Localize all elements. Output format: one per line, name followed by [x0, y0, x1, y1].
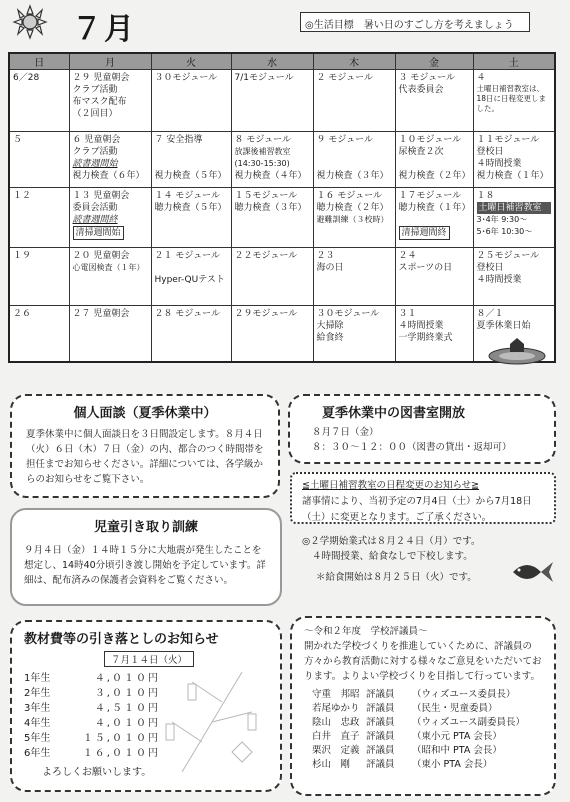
calendar-day-cell	[231, 248, 313, 306]
calendar-event: 委員会活動	[72, 203, 118, 213]
calendar-event: １６ モジュール	[316, 191, 383, 201]
fee-grade: 1年生	[24, 673, 51, 684]
calendar-event: ３０モジュール	[154, 73, 218, 83]
calendar-event: クラブ活動	[72, 85, 118, 95]
calendar-event	[399, 158, 470, 170]
fee-grade: 5年生	[24, 733, 51, 744]
calendar-event: ２１ モジュール	[154, 251, 221, 261]
calendar-day-cell	[395, 70, 473, 132]
pickup-body: ９月４日（金）１４時１５分に大地震が発生したことを想定し、14時40分頃引き渡し開始を予定しています。詳細は、配布済みの保護者会資料をご覧ください。	[24, 545, 266, 586]
calendar-event: 聴力検査（１年）	[398, 203, 471, 213]
library-date: ８月７日（金）	[312, 427, 379, 438]
term2-line2: ４時間授業、給食なしで下校します。	[312, 551, 473, 562]
library-title: 夏季休業中の図書室開放	[322, 406, 466, 421]
saturday-body: 諸事情により、当初予定の7月4日（土）から7月18日（土）に変更となります。ご了承ください。	[302, 496, 532, 523]
school-evaluators-notice	[290, 616, 556, 796]
calendar-day-cell	[231, 188, 313, 248]
calendar-event: 視力検査（５年）	[154, 171, 227, 181]
calendar-event: 避難訓練（３校時）	[316, 215, 389, 224]
calendar-event: ４時間授業	[398, 321, 444, 331]
calendar-event: １４ モジュール	[154, 191, 221, 201]
life-goal: ◎生活目標 暑い日のすごし方を考えましょう	[300, 12, 530, 32]
calendar-day-cell	[313, 306, 395, 362]
fees-title: 教材費等の引き落としのお知らせ	[24, 632, 219, 647]
evaluator-list	[312, 688, 554, 772]
calendar-event: ３１	[398, 309, 417, 319]
calendar-event: (14:30-15:30)	[234, 159, 290, 168]
fee-amount: ３,０１０円	[94, 688, 160, 699]
calendar-day-cell	[395, 306, 473, 362]
evaluator-role: 評議員	[366, 717, 395, 728]
calendar-event: 6／28	[13, 73, 40, 83]
calendar-event: 給食終	[316, 333, 344, 343]
calendar-week	[9, 188, 555, 248]
calendar-event: ２５モジュール	[476, 251, 540, 261]
fee-grade: 6年生	[24, 748, 51, 759]
evaluator-name: 守重 邦昭	[312, 689, 360, 700]
calendar-event: ２９モジュール	[234, 309, 298, 319]
monthly-calendar	[8, 52, 556, 363]
calendar-event: 5･6年 10:30～	[476, 227, 533, 236]
evaluator-name: 陰山 忠政	[312, 717, 360, 728]
calendar-event: 視力検査（３年）	[316, 171, 389, 181]
term2-line1: ◎２学期始業式は８月２４日（月）です。	[302, 536, 481, 547]
calendar-event: ６ 児童朝会	[72, 135, 121, 145]
calendar-day-cell	[313, 70, 395, 132]
calendar-event	[317, 146, 392, 158]
calendar-event: １７モジュール	[398, 191, 462, 201]
evaluator-note: （ウィズユース副委員長）	[412, 717, 525, 728]
sunflower-icon	[8, 2, 54, 42]
saturday-heading: ≦土曜日補習教室の日程変更のお知らせ≧	[302, 480, 480, 491]
calendar-day-cell	[151, 306, 231, 362]
calendar-event: 登校日	[476, 147, 504, 157]
calendar-day-header: 日	[9, 53, 69, 70]
fee-amount: １５,０１０円	[82, 733, 160, 744]
calendar-day-cell	[473, 248, 555, 306]
calendar-event: ２９ 児童朝会	[72, 73, 130, 83]
calendar-week	[9, 306, 555, 362]
calendar-event: 7/1モジュール	[234, 73, 294, 83]
calendar-event: １１モジュール	[476, 135, 540, 145]
calendar-event: 大掃除	[316, 321, 344, 331]
calendar-event: ２６	[13, 309, 32, 319]
pickup-title: 児童引き取り訓練	[93, 520, 198, 535]
fee-amount: １６,０１０円	[82, 748, 160, 759]
calendar-event: 読書週間始	[72, 159, 118, 169]
calendar-event: １２	[13, 191, 32, 201]
fee-amount: ４,５１０円	[94, 703, 160, 714]
calendar-event: 聴力検査（５年）	[154, 203, 227, 213]
calendar-day-cell	[9, 70, 69, 132]
calendar-event: ３ モジュール	[398, 73, 456, 83]
calendar-event: １３ 児童朝会	[72, 191, 130, 201]
evaluator-row	[312, 758, 554, 772]
calendar-event: １８	[476, 191, 495, 201]
calendar-day-cell	[395, 188, 473, 248]
fees-date: ７月１４日（火）	[104, 651, 194, 667]
calendar-event: 清掃週間終	[399, 226, 450, 240]
calendar-event: 夏季休業日始	[476, 321, 531, 331]
calendar-event: 3･4年 9:30～	[476, 215, 528, 224]
calendar-event	[155, 262, 228, 274]
interview-body: 夏季休業中に個人面談日を３日間設定します。８月４日（火）６日（木）７日（金）の内、都合のつく時間帯を担任までお知らせください。詳細については、各学級からのお知らせをご覧下さい。	[26, 429, 264, 485]
calendar-day-cell	[9, 306, 69, 362]
fees-closing: よろしくお願いします。	[42, 767, 152, 778]
calendar-event: 心電図検査（１年）	[72, 263, 145, 272]
calendar-day-cell	[473, 132, 555, 188]
calendar-event: ２７ 児童朝会	[72, 309, 130, 319]
evaluator-note: （民生・児童委員）	[412, 703, 498, 714]
calendar-event: ４時間授業	[476, 159, 522, 169]
calendar-day-cell	[69, 306, 151, 362]
calendar-event: ２２モジュール	[234, 251, 298, 261]
calendar-day-cell	[231, 132, 313, 188]
term2-line3: ＊給食開始は８月２５日（火）です。	[316, 572, 477, 583]
evaluator-row	[312, 744, 554, 758]
calendar-event: ４	[476, 73, 486, 83]
evaluator-name: 白井 直子	[312, 731, 360, 742]
calendar-event: スポーツの日	[398, 263, 453, 273]
calendar-day-cell	[9, 248, 69, 306]
evaluator-row	[312, 688, 554, 702]
calendar-day-cell	[231, 306, 313, 362]
calendar-day-cell	[313, 188, 395, 248]
library-notice	[288, 394, 556, 464]
calendar-day-cell	[9, 132, 69, 188]
calendar-day-cell	[69, 188, 151, 248]
calendar-day-header: 木	[313, 53, 395, 70]
calendar-week	[9, 70, 555, 132]
calendar-event: ３０モジュール	[316, 309, 380, 319]
calendar-event: ９ モジュール	[316, 135, 374, 145]
calendar-day-cell	[69, 70, 151, 132]
calendar-event: Hyper-QUテスト	[154, 275, 225, 285]
calendar-day-cell	[151, 70, 231, 132]
calendar-day-cell	[69, 132, 151, 188]
interview-notice	[10, 394, 280, 498]
calendar-event: 土曜日補習教室	[477, 202, 552, 214]
evaluator-name: 杉山 剛	[312, 759, 351, 770]
calendar-event: ５	[13, 135, 23, 145]
evaluator-row	[312, 730, 554, 744]
calendar-week	[9, 248, 555, 306]
calendar-day-cell	[151, 248, 231, 306]
calendar-day-cell	[151, 132, 231, 188]
calendar-event: 放課後補習教室	[234, 147, 291, 156]
calendar-event: 登校日	[476, 263, 504, 273]
month-title: ７月	[72, 12, 136, 47]
lantern-boat-illustration	[486, 332, 548, 366]
calendar-day-cell	[313, 132, 395, 188]
evaluators-body: 開かれた学校づくりを推進していくために、評議員の方々から教育活動に対する様々なご意見をいただいております。よりよい学校づくりを目指して行っています。	[304, 641, 542, 682]
calendar-week	[9, 132, 555, 188]
calendar-day-cell	[231, 70, 313, 132]
calendar-event: ８／１	[476, 309, 504, 319]
evaluator-name: 若尾ゆかり	[312, 703, 360, 714]
calendar-event: ２０ 児童朝会	[72, 251, 130, 261]
fee-amount: ４,０１０円	[94, 673, 160, 684]
calendar-day-cell	[69, 248, 151, 306]
saturday-class-notice	[290, 472, 556, 524]
tanabata-illustration	[152, 662, 282, 782]
evaluator-note: （ウィズユース委員長）	[412, 689, 516, 700]
calendar-day-cell	[395, 132, 473, 188]
calendar-event: ２ モジュール	[316, 73, 374, 83]
calendar-event: 海の日	[316, 263, 344, 273]
fee-grade: 3年生	[24, 703, 51, 714]
goldfish-illustration	[505, 552, 555, 592]
calendar-event: 清掃週間始	[73, 226, 124, 240]
fee-grade: 4年生	[24, 718, 51, 729]
calendar-event: 尿検査２次	[398, 147, 444, 157]
calendar-day-header: 土	[473, 53, 555, 70]
evaluator-role: 評議員	[366, 745, 395, 756]
calendar-event: ２４	[398, 251, 417, 261]
calendar-event: １０モジュール	[398, 135, 462, 145]
calendar-event: １９	[13, 251, 32, 261]
calendar-event	[317, 158, 392, 170]
calendar-day-cell	[473, 70, 555, 132]
calendar-event: 一学期終業式	[398, 333, 453, 343]
evaluator-role: 評議員	[366, 703, 395, 714]
evaluator-row	[312, 702, 554, 716]
calendar-event	[155, 158, 228, 170]
calendar-day-cell	[473, 188, 555, 248]
calendar-event: ２８ モジュール	[154, 309, 221, 319]
calendar-event: 読書週間終	[72, 215, 118, 225]
interview-title: 個人面談（夏季休業中）	[73, 406, 217, 421]
fee-withdrawal-notice	[10, 620, 282, 792]
evaluators-heading: ～令和２年度 学校評議員～	[304, 626, 428, 637]
calendar-day-header: 火	[151, 53, 231, 70]
calendar-event: 土曜日補習教室は、18日に日程変更しました。	[476, 84, 547, 113]
calendar-event: ８ モジュール	[234, 135, 292, 145]
calendar-day-cell	[313, 248, 395, 306]
fee-grade: 2年生	[24, 688, 51, 699]
calendar-event	[155, 146, 228, 158]
calendar-event: 聴力検査（３年）	[234, 203, 307, 213]
fee-amount: ４,０１０円	[94, 718, 160, 729]
evaluator-role: 評議員	[366, 731, 395, 742]
calendar-event: （２回目）	[72, 109, 118, 119]
calendar-event: クラブ活動	[72, 147, 118, 157]
evaluator-role: 評議員	[366, 689, 395, 700]
calendar-event: ２３	[316, 251, 335, 261]
calendar-event: ４時間授業	[476, 275, 522, 285]
calendar-day-header: 金	[395, 53, 473, 70]
evaluator-note: （東小元 PTA 会長）	[412, 731, 502, 742]
evaluator-name: 栗沢 定義	[312, 745, 360, 756]
calendar-event: 視力検査（２年）	[398, 171, 471, 181]
calendar-event: ７ 安全指導	[154, 135, 203, 145]
calendar-event: 視力検査（６年）	[72, 171, 145, 181]
evaluator-note: （東小 PTA 会長）	[412, 759, 493, 770]
evaluator-row	[312, 716, 554, 730]
calendar-day-header: 水	[231, 53, 313, 70]
calendar-event	[399, 214, 470, 226]
calendar-day-cell	[151, 188, 231, 248]
calendar-event: 代表委員会	[398, 85, 444, 95]
calendar-day-cell	[395, 248, 473, 306]
calendar-event: 聴力検査（２年）	[316, 203, 389, 213]
calendar-event: １５モジュール	[234, 191, 298, 201]
calendar-event: 布マスク配布	[72, 97, 127, 107]
calendar-day-cell	[9, 188, 69, 248]
calendar-day-header: 月	[69, 53, 151, 70]
pickup-drill-notice	[10, 508, 282, 606]
calendar-event: 視力検査（１年）	[476, 171, 549, 181]
evaluator-note: （昭和中 PTA 会長）	[412, 745, 502, 756]
library-time: ８：３０～１２：００（図書の貸出・返却可）	[312, 442, 512, 453]
calendar-event: 視力検査（４年）	[234, 171, 307, 181]
evaluator-role: 評議員	[366, 759, 395, 770]
